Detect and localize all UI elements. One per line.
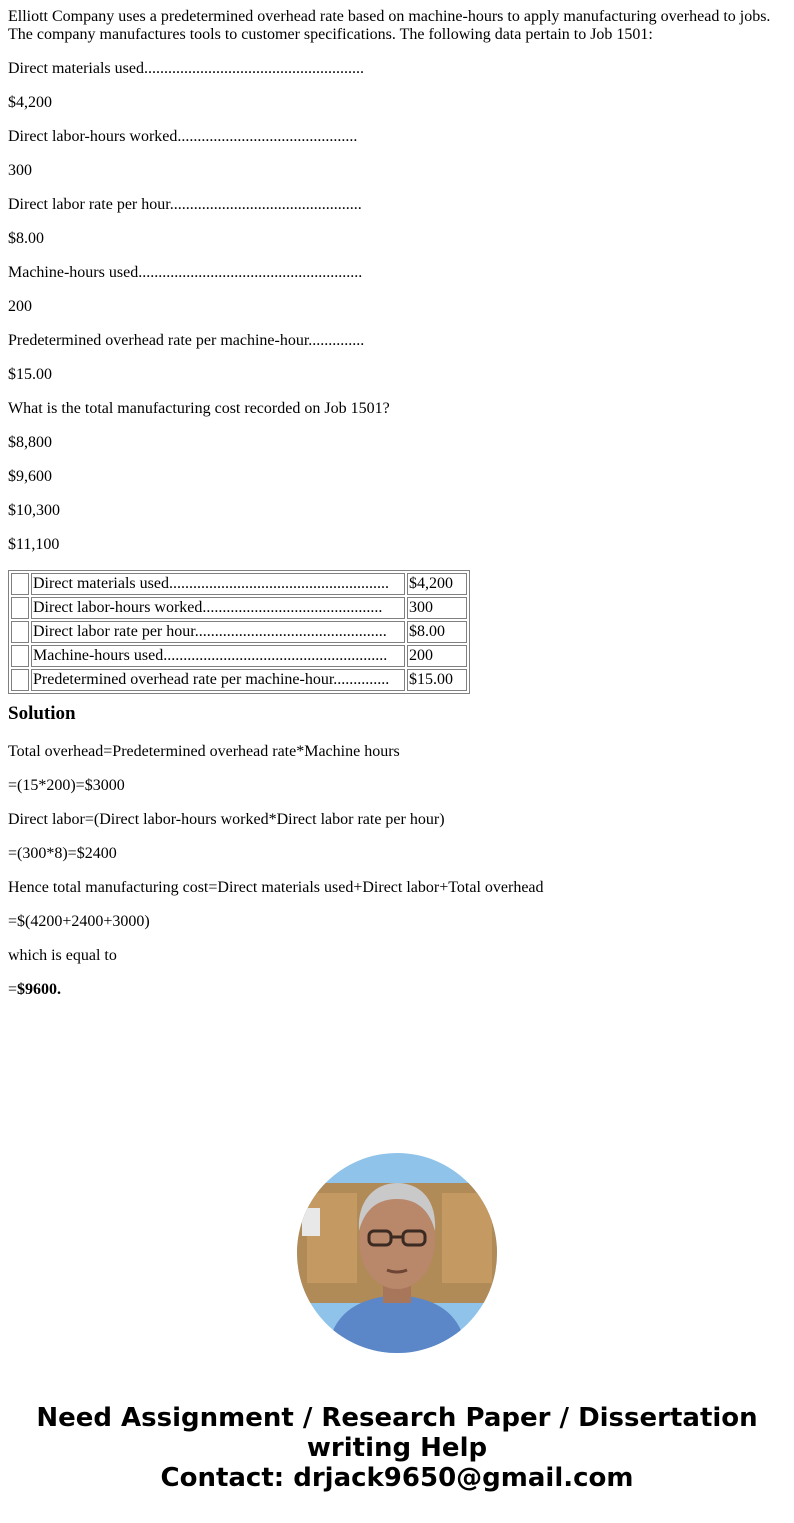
- table-cell-label: Machine-hours used........................................................: [31, 645, 405, 667]
- option-b: $9,600: [8, 468, 52, 485]
- table-cell-blank: [11, 573, 29, 595]
- data-line-labor-hours-value: 300: [8, 162, 32, 179]
- option-a: $8,800: [8, 434, 52, 451]
- data-line-materials-label: Direct materials used.......................................................: [8, 60, 364, 77]
- solution-line: =$(4200+2400+3000): [8, 913, 150, 930]
- table-cell-value: 300: [407, 597, 467, 619]
- solution-final-answer: $9600.: [17, 981, 62, 998]
- table-cell-label: Predetermined overhead rate per machine-hour..............: [31, 669, 405, 691]
- footer-line-1: Need Assignment / Research Paper / Dissertation: [36, 1403, 758, 1433]
- question-intro: Elliott Company uses a predetermined overhead rate based on machine-hours to apply manufacturing overhead to jobs. The company manufactures tools to customer specifications. The following data pertain to Job 1501:: [8, 8, 771, 43]
- solution-line: =(15*200)=$3000: [8, 777, 125, 794]
- avatar-panel-carving-left: [307, 1193, 357, 1283]
- table-cell-label: Direct labor-hours worked.............................................: [31, 597, 405, 619]
- option-d: $11,100: [8, 536, 60, 553]
- table-cell-label: Direct labor rate per hour................................................: [31, 621, 405, 643]
- solution-line: Total overhead=Predetermined overhead rate*Machine hours: [8, 743, 400, 760]
- footer-contact: Contact: drjack9650@gmail.com: [160, 1463, 634, 1493]
- avatar: [297, 1153, 497, 1353]
- question-block: [8, 8, 786, 694]
- data-line-machine-hours-label: Machine-hours used........................................................: [8, 264, 363, 281]
- data-line-overhead-rate-label: Predetermined overhead rate per machine-hour..............: [8, 332, 365, 349]
- table-cell-value: $4,200: [407, 573, 467, 595]
- solution-line: Hence total manufacturing cost=Direct materials used+Direct labor+Total overhead: [8, 879, 544, 896]
- solution-line: =(300*8)=$2400: [8, 845, 117, 862]
- table-row: [11, 573, 467, 595]
- table-cell-blank: [11, 645, 29, 667]
- data-table: [8, 570, 470, 694]
- solution-line: Direct labor=(Direct labor-hours worked*Direct labor rate per hour): [8, 811, 445, 828]
- footer-line-2: writing Help: [306, 1433, 488, 1463]
- table-cell-blank: [11, 621, 29, 643]
- question-prompt: What is the total manufacturing cost recorded on Job 1501?: [8, 400, 390, 417]
- table-row: [11, 669, 467, 691]
- avatar-photo: [297, 1153, 497, 1353]
- table-cell-value: $15.00: [407, 669, 467, 691]
- data-line-labor-rate-value: $8.00: [8, 230, 44, 247]
- data-line-materials-value: $4,200: [8, 94, 52, 111]
- solution-block: [8, 743, 544, 1015]
- footer-banner: [0, 1403, 794, 1493]
- table-cell-label: Direct materials used.......................................................: [31, 573, 405, 595]
- table-row: [11, 645, 467, 667]
- table-row: [11, 597, 467, 619]
- table-cell-blank: [11, 669, 29, 691]
- table-row: [11, 621, 467, 643]
- table-cell-blank: [11, 597, 29, 619]
- solution-final: [8, 981, 544, 999]
- data-line-labor-rate-label: Direct labor rate per hour................................................: [8, 196, 362, 213]
- data-line-overhead-rate-value: $15.00: [8, 366, 52, 383]
- data-line-labor-hours-label: Direct labor-hours worked.............................................: [8, 128, 358, 145]
- solution-line: which is equal to: [8, 947, 117, 964]
- option-c: $10,300: [8, 502, 60, 519]
- avatar-switchboard: [302, 1208, 320, 1236]
- table-cell-value: 200: [407, 645, 467, 667]
- solution-heading: Solution: [8, 703, 76, 724]
- table-cell-value: $8.00: [407, 621, 467, 643]
- avatar-panel-carving-right: [442, 1193, 492, 1283]
- solution-final-prefix: =: [8, 981, 18, 998]
- data-line-machine-hours-value: 200: [8, 298, 32, 315]
